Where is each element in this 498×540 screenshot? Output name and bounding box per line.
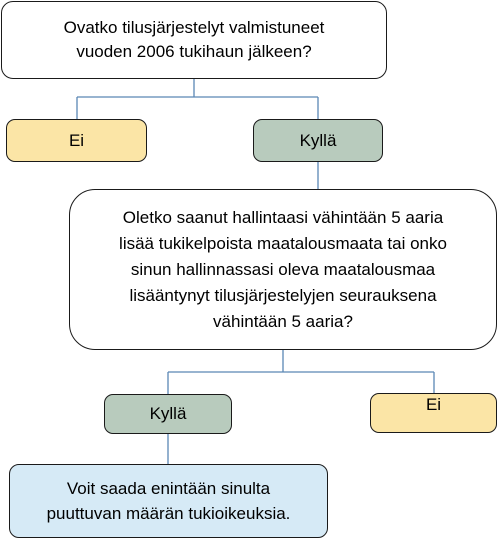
result-box bbox=[9, 464, 328, 538]
question-2-line-3: sinun hallinnassasi oleva maatalousmaa bbox=[130, 259, 436, 279]
answer-1-no-box bbox=[6, 119, 147, 162]
question-1-box bbox=[1, 1, 387, 79]
result-line-2: puuttuvan määrän tukioikeuksia. bbox=[46, 504, 291, 523]
question-2-line-1: Oletko saanut hallintaasi vähintään 5 aaria bbox=[122, 207, 444, 227]
question-1-line-2: vuoden 2006 tukihaun jälkeen? bbox=[76, 42, 312, 61]
question-2-line-5: vähintään 5 aaria? bbox=[213, 311, 353, 331]
result-line-1: Voit saada enintään sinulta bbox=[66, 479, 271, 498]
answer-2-no-label: Ei bbox=[425, 395, 442, 414]
question-1-line-1: Ovatko tilusjärjestelyt valmistuneet bbox=[63, 18, 325, 37]
answer-2-yes-label: Kyllä bbox=[149, 404, 187, 423]
answer-2-no-box bbox=[370, 393, 497, 433]
answer-1-no-label: Ei bbox=[68, 130, 85, 150]
question-2-box bbox=[69, 189, 497, 350]
answer-2-yes-box bbox=[104, 394, 232, 434]
question-2-line-2: lisää tukikelpoista maatalousmaata tai onko bbox=[119, 233, 447, 253]
answer-1-yes-label: Kyllä bbox=[299, 130, 337, 150]
question-2-line-4: lisääntynyt tilusjärjestelyjen seurauksena bbox=[129, 285, 437, 305]
answer-1-yes-box bbox=[253, 119, 383, 162]
